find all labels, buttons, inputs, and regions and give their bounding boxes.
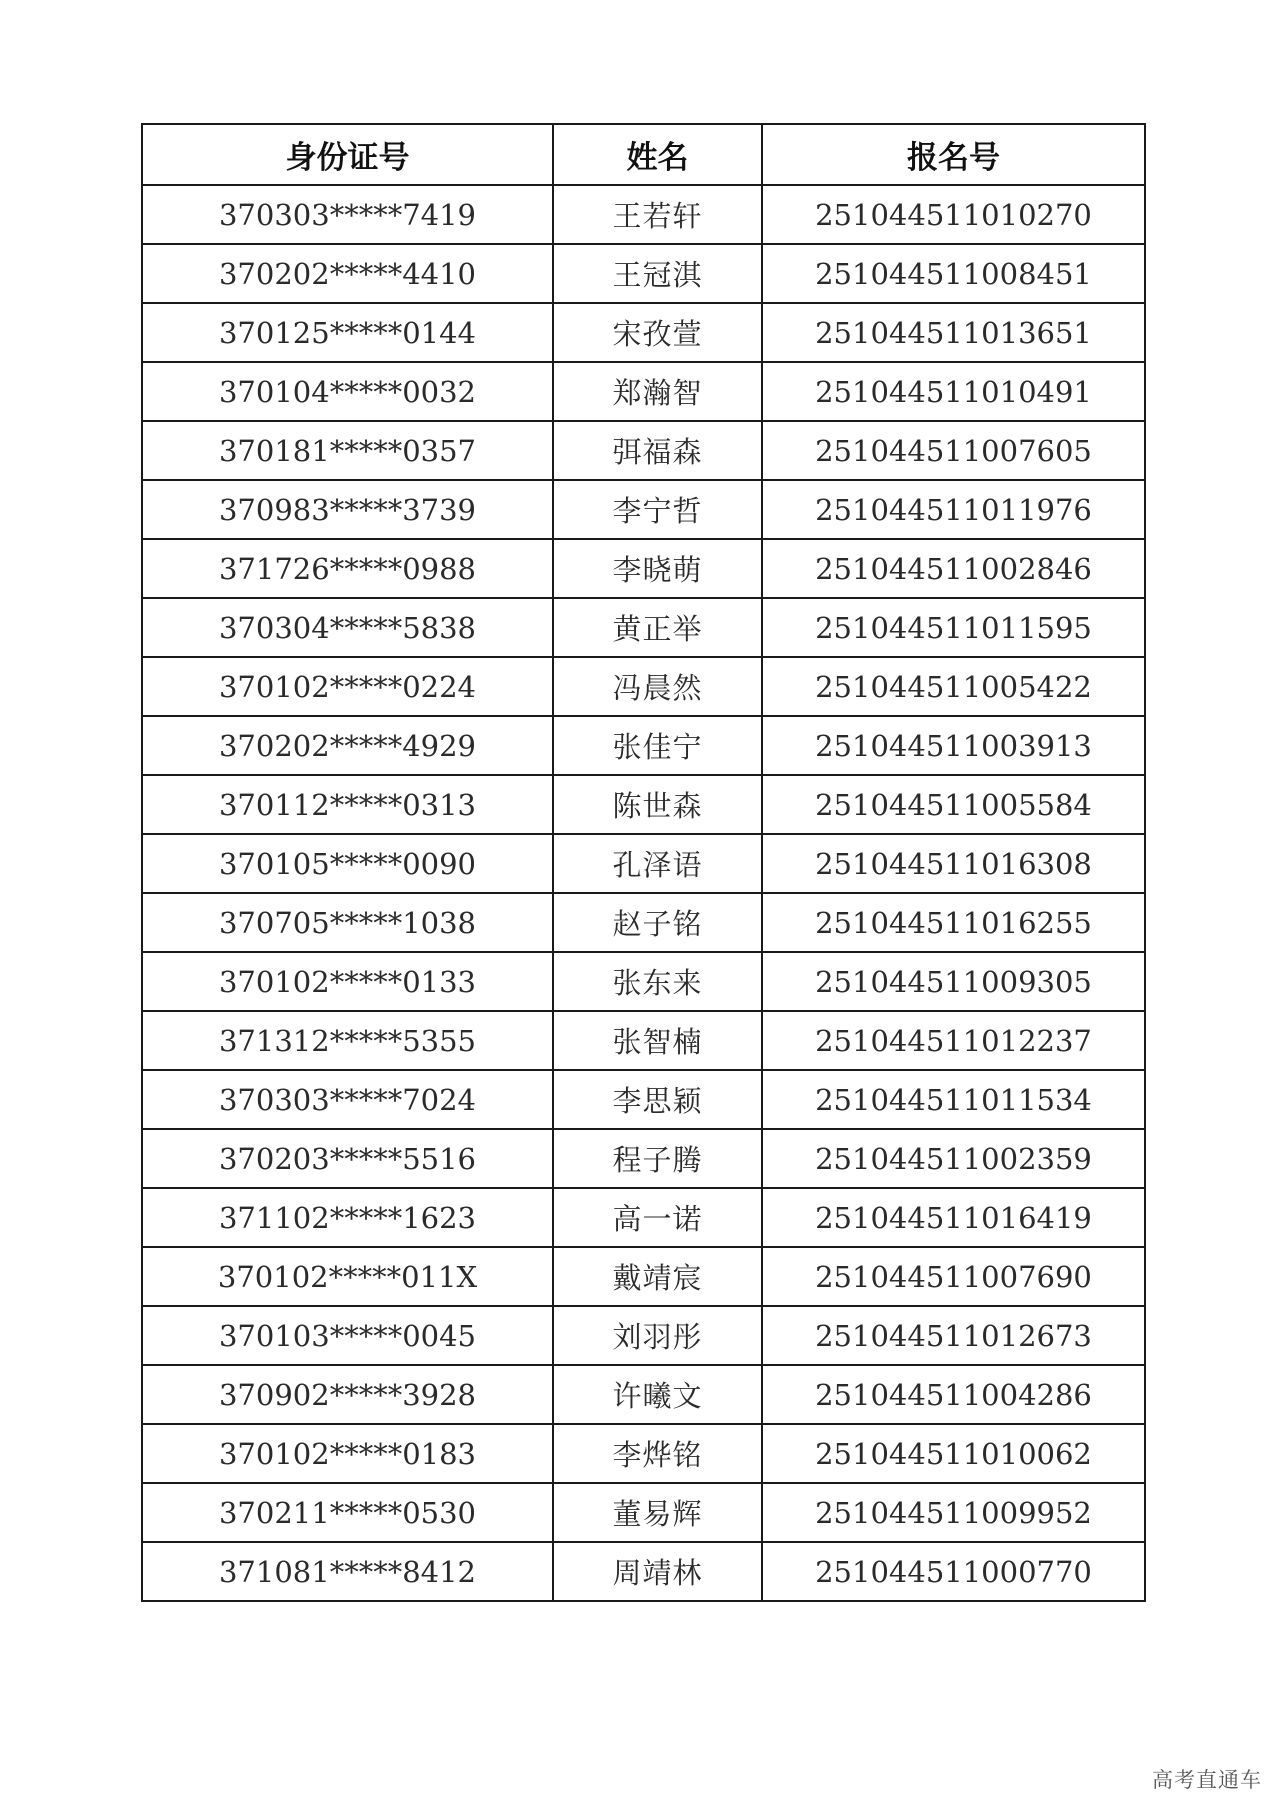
registration-number-cell: 251044511007605 xyxy=(762,421,1145,480)
name-cell: 冯晨然 xyxy=(553,657,762,716)
name-cell: 陈世森 xyxy=(553,775,762,834)
name-cell: 刘羽彤 xyxy=(553,1306,762,1365)
table-row xyxy=(142,1070,1145,1129)
table-row xyxy=(142,1247,1145,1306)
name-cell: 张智楠 xyxy=(553,1011,762,1070)
table-row xyxy=(142,775,1145,834)
table-row xyxy=(142,657,1145,716)
table-row xyxy=(142,244,1145,303)
id-number-cell: 370202*****4410 xyxy=(142,244,553,303)
name-cell: 孔泽语 xyxy=(553,834,762,893)
id-number-cell: 370105*****0090 xyxy=(142,834,553,893)
table-row xyxy=(142,893,1145,952)
registration-number-cell: 251044511011595 xyxy=(762,598,1145,657)
id-number-cell: 371081*****8412 xyxy=(142,1542,553,1601)
id-number-cell: 370102*****0224 xyxy=(142,657,553,716)
registration-number-cell: 251044511000770 xyxy=(762,1542,1145,1601)
name-cell: 赵子铭 xyxy=(553,893,762,952)
id-number-cell: 370102*****0183 xyxy=(142,1424,553,1483)
name-cell: 弭福森 xyxy=(553,421,762,480)
registration-number-cell: 251044511005584 xyxy=(762,775,1145,834)
header-name: 姓名 xyxy=(553,124,762,185)
name-cell: 李思颖 xyxy=(553,1070,762,1129)
registration-number-cell: 251044511016419 xyxy=(762,1188,1145,1247)
name-cell: 宋孜萱 xyxy=(553,303,762,362)
registration-number-cell: 251044511005422 xyxy=(762,657,1145,716)
table-row xyxy=(142,1365,1145,1424)
id-number-cell: 370103*****0045 xyxy=(142,1306,553,1365)
registration-number-cell: 251044511010062 xyxy=(762,1424,1145,1483)
table-body xyxy=(142,185,1145,1601)
table-row xyxy=(142,1483,1145,1542)
id-number-cell: 370902*****3928 xyxy=(142,1365,553,1424)
id-number-cell: 370125*****0144 xyxy=(142,303,553,362)
id-number-cell: 371102*****1623 xyxy=(142,1188,553,1247)
registration-number-cell: 251044511004286 xyxy=(762,1365,1145,1424)
id-number-cell: 370303*****7419 xyxy=(142,185,553,244)
header-registration-number: 报名号 xyxy=(762,124,1145,185)
table-row xyxy=(142,952,1145,1011)
registration-number-cell: 251044511009952 xyxy=(762,1483,1145,1542)
table-row xyxy=(142,421,1145,480)
table-row xyxy=(142,1424,1145,1483)
registration-number-cell: 251044511016255 xyxy=(762,893,1145,952)
admission-roster-table xyxy=(141,123,1146,1602)
table-row xyxy=(142,1542,1145,1601)
id-number-cell: 370203*****5516 xyxy=(142,1129,553,1188)
id-number-cell: 370202*****4929 xyxy=(142,716,553,775)
registration-number-cell: 251044511011534 xyxy=(762,1070,1145,1129)
name-cell: 董易辉 xyxy=(553,1483,762,1542)
name-cell: 周靖林 xyxy=(553,1542,762,1601)
name-cell: 郑瀚智 xyxy=(553,362,762,421)
registration-number-cell: 251044511010491 xyxy=(762,362,1145,421)
id-number-cell: 370303*****7024 xyxy=(142,1070,553,1129)
name-cell: 高一诺 xyxy=(553,1188,762,1247)
id-number-cell: 371726*****0988 xyxy=(142,539,553,598)
registration-number-cell: 251044511009305 xyxy=(762,952,1145,1011)
name-cell: 张东来 xyxy=(553,952,762,1011)
registration-number-cell: 251044511016308 xyxy=(762,834,1145,893)
header-id-number: 身份证号 xyxy=(142,124,553,185)
id-number-cell: 370211*****0530 xyxy=(142,1483,553,1542)
registration-number-cell: 251044511012673 xyxy=(762,1306,1145,1365)
table-row xyxy=(142,1129,1145,1188)
name-cell: 王若轩 xyxy=(553,185,762,244)
id-number-cell: 370112*****0313 xyxy=(142,775,553,834)
name-cell: 程子腾 xyxy=(553,1129,762,1188)
name-cell: 黄正举 xyxy=(553,598,762,657)
id-number-cell: 370983*****3739 xyxy=(142,480,553,539)
table-row xyxy=(142,303,1145,362)
name-cell: 许曦文 xyxy=(553,1365,762,1424)
table-row xyxy=(142,1188,1145,1247)
table-row xyxy=(142,1306,1145,1365)
name-cell: 李宁哲 xyxy=(553,480,762,539)
id-number-cell: 371312*****5355 xyxy=(142,1011,553,1070)
table-row xyxy=(142,716,1145,775)
table-row xyxy=(142,1011,1145,1070)
id-number-cell: 370304*****5838 xyxy=(142,598,553,657)
name-cell: 王冠淇 xyxy=(553,244,762,303)
table-row xyxy=(142,480,1145,539)
id-number-cell: 370104*****0032 xyxy=(142,362,553,421)
id-number-cell: 370705*****1038 xyxy=(142,893,553,952)
name-cell: 李晓萌 xyxy=(553,539,762,598)
table-row xyxy=(142,539,1145,598)
table-header-row xyxy=(142,124,1145,185)
registration-number-cell: 251044511008451 xyxy=(762,244,1145,303)
registration-number-cell: 251044511011976 xyxy=(762,480,1145,539)
registration-number-cell: 251044511013651 xyxy=(762,303,1145,362)
id-number-cell: 370181*****0357 xyxy=(142,421,553,480)
name-cell: 张佳宁 xyxy=(553,716,762,775)
name-cell: 戴靖宸 xyxy=(553,1247,762,1306)
table-row xyxy=(142,362,1145,421)
table-row xyxy=(142,834,1145,893)
id-number-cell: 370102*****011X xyxy=(142,1247,553,1306)
watermark-text: 高考直通车 xyxy=(1152,1768,1262,1792)
name-cell: 李烨铭 xyxy=(553,1424,762,1483)
table-row xyxy=(142,185,1145,244)
registration-number-cell: 251044511003913 xyxy=(762,716,1145,775)
registration-number-cell: 251044511007690 xyxy=(762,1247,1145,1306)
registration-number-cell: 251044511002846 xyxy=(762,539,1145,598)
registration-number-cell: 251044511002359 xyxy=(762,1129,1145,1188)
registration-number-cell: 251044511012237 xyxy=(762,1011,1145,1070)
registration-number-cell: 251044511010270 xyxy=(762,185,1145,244)
table-row xyxy=(142,598,1145,657)
id-number-cell: 370102*****0133 xyxy=(142,952,553,1011)
